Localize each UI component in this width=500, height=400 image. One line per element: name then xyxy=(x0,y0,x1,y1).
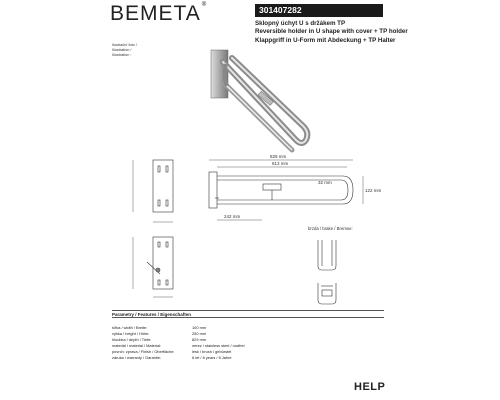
side-view-drawing xyxy=(209,160,363,220)
title-de: Klappgriff in U-Form mit Abdeckung + TP Halter xyxy=(255,36,396,44)
param-value: nerez / stainless steel / rostfrei xyxy=(192,342,245,348)
param-value: 100 mm xyxy=(192,325,207,330)
dim-total-length: 829 mm xyxy=(270,154,287,159)
illustration-line: Ilustrační foto / xyxy=(112,43,137,47)
parameters-table xyxy=(112,325,312,360)
mounting-plate-drawing xyxy=(133,237,173,297)
brake-detail-drawing xyxy=(318,240,336,304)
dim-height: 122 mm xyxy=(365,188,382,193)
front-view-drawing xyxy=(133,160,173,222)
param-value: 829 mm xyxy=(192,336,207,342)
registered-mark: ® xyxy=(201,2,208,8)
param-key: povrch: zprava / Finish / Oberfläche: xyxy=(112,348,175,354)
product-code: 301407282 xyxy=(255,4,383,17)
param-value: 250 mm xyxy=(192,330,207,336)
param-key: šířka / width / Breite: xyxy=(112,325,148,330)
param-row xyxy=(112,355,312,361)
series-label: HELP xyxy=(354,381,386,393)
parameters-heading: Parametry / Features / Eigenschaften xyxy=(112,310,384,318)
illustration-line: Illustration : xyxy=(112,52,132,57)
param-key: záruka / warranty / Garantie: xyxy=(112,354,162,360)
param-key: materiál / material / Material: xyxy=(112,342,162,348)
title-cz: Sklopný úchyt U s držákem TP xyxy=(255,20,346,27)
illustration-line: Illustration / xyxy=(112,47,132,52)
param-value: 6 let / 6 years / 6 Jahre xyxy=(192,354,232,360)
brand-name: BEMETA xyxy=(110,2,201,25)
product-photo xyxy=(211,50,307,150)
param-key: výška / height / Höhe: xyxy=(112,330,150,336)
brake-label: brzda / brake / Bremse: xyxy=(308,226,353,231)
param-key: hloubka / depth / Tiefe: xyxy=(112,336,152,342)
title-en: Reversible holder in U shape with cover + TP holder xyxy=(255,28,408,36)
dim-tube: 32 mm xyxy=(318,180,332,185)
param-value: lesk / brush / gebürstet xyxy=(192,348,232,354)
dim-inner-length: 813 mm xyxy=(272,161,289,166)
dim-offset: 242 mm xyxy=(224,214,241,219)
